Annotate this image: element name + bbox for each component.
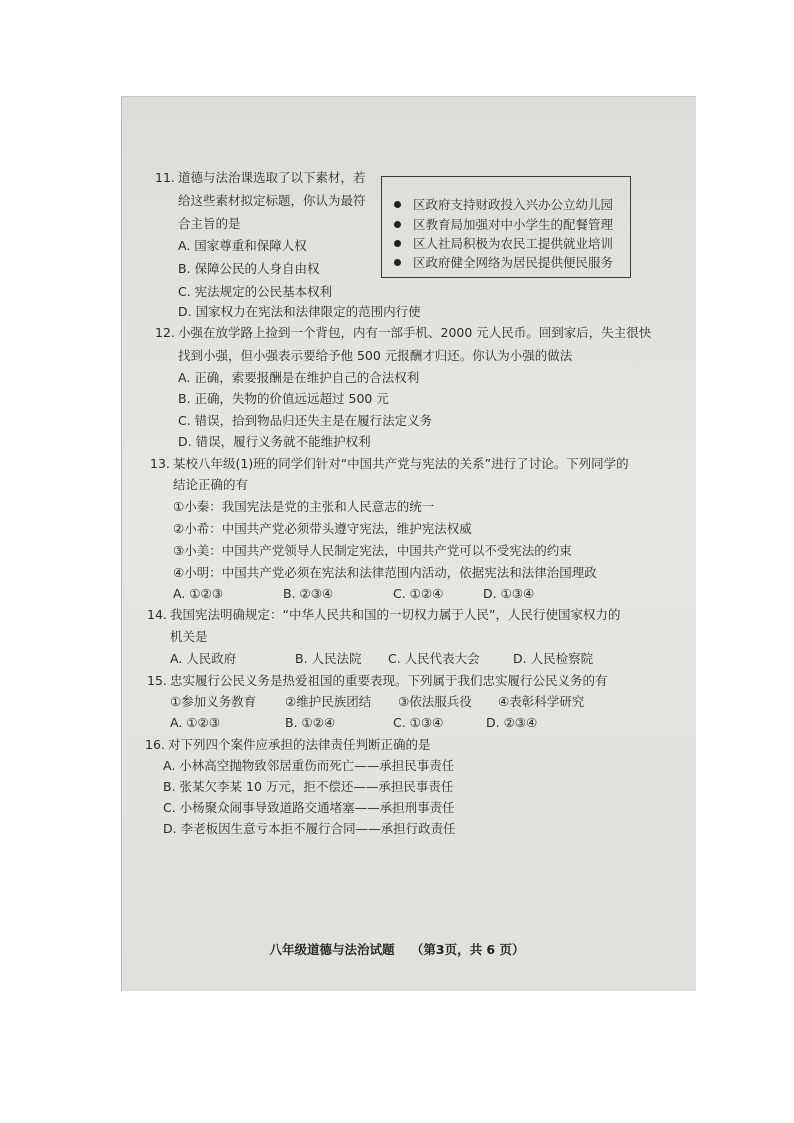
question-13-option-b: B. ②③④ (283, 586, 334, 601)
question-11-stem-line-2: 给这些素材拟定标题，你认为最符 (178, 193, 366, 208)
bullet-icon (394, 201, 401, 208)
question-12-option-b: B. 正确，失物的价值远远超过 500 元 (178, 391, 389, 406)
material-item (394, 217, 613, 233)
question-13-number: 13. (150, 456, 170, 471)
question-15-item-4: ④表彰科学研究 (498, 694, 585, 709)
question-11-option-c: C. 宪法规定的公民基本权利 (178, 284, 333, 299)
bullet-icon (394, 259, 401, 266)
question-15-option-d: D. ②③④ (486, 715, 538, 730)
question-16-option-a: A. 小林高空抛物致邻居重伤而死亡——承担民事责任 (163, 758, 455, 773)
question-15-option-a: A. ①②③ (170, 715, 220, 730)
question-16-number: 16. (145, 737, 165, 752)
question-11-material-box (381, 176, 631, 278)
question-13-option-c: C. ①②④ (393, 586, 444, 601)
question-13-stem-line-1: 某校八年级(1)班的同学们针对“中国共产党与宪法的关系”进行了讨论。下列同学的 (173, 456, 629, 471)
question-13-stem-line-2: 结论正确的有 (173, 477, 249, 492)
material-item (394, 197, 613, 213)
question-12-option-a: A. 正确，索要报酬是在维护自己的合法权利 (178, 370, 420, 385)
question-14-option-c: C. 人民代表大会 (388, 651, 480, 666)
question-16-option-d: D. 李老板因生意亏本拒不履行合同——承担行政责任 (163, 821, 456, 836)
page-number: （第3页，共 6 页） (410, 942, 525, 957)
question-11-stem-line-3: 合主旨的是 (178, 216, 241, 231)
question-12-number: 12. (155, 325, 175, 340)
material-item-text: 区政府支持财政投入兴办公立幼儿园 (413, 197, 614, 212)
question-15-item-2: ②维护民族团结 (285, 694, 372, 709)
question-12-stem-line-2: 找到小强，但小强表示要给予他 500 元报酬才归还。你认为小强的做法 (178, 348, 573, 363)
question-14-option-d: D. 人民检察院 (513, 651, 594, 666)
question-11-number: 11. (155, 170, 175, 185)
question-12-option-d: D. 错误，履行义务就不能维护权利 (178, 434, 371, 449)
question-16-option-b: B. 张某欠李某 10 万元，拒不偿还——承担民事责任 (163, 779, 454, 794)
question-15-item-3: ③依法服兵役 (398, 694, 472, 709)
question-12-option-c: C. 错误，拾到物品归还失主是在履行法定义务 (178, 413, 433, 428)
question-13-statement-1: ①小秦：我国宪法是党的主张和人民意志的统一 (173, 499, 435, 514)
question-14-stem-line-2: 机关是 (170, 629, 208, 644)
question-15-item-1: ①参加义务教育 (170, 694, 257, 709)
material-item (394, 255, 613, 271)
exam-title: 八年级道德与法治试题 (269, 942, 395, 957)
question-13-statement-2: ②小希：中国共产党必须带头遵守宪法，维护宪法权威 (173, 521, 472, 536)
material-item-text: 区政府健全网络为居民提供便民服务 (413, 255, 614, 270)
question-15-number: 15. (147, 673, 167, 688)
question-12-stem-line-1: 小强在放学路上捡到一个背包，内有一部手机、2000 元人民币。回到家后，失主很快 (178, 325, 652, 340)
question-13-option-d: D. ①③④ (483, 586, 535, 601)
question-13-statement-3: ③小美：中国共产党领导人民制定宪法，中国共产党可以不受宪法的约束 (173, 543, 572, 558)
question-15-option-c: C. ①③④ (393, 715, 444, 730)
question-14-option-b: B. 人民法院 (295, 651, 362, 666)
page-footer (0, 940, 794, 958)
material-item-text: 区人社局积极为农民工提供就业培训 (413, 236, 614, 251)
material-item-text: 区教育局加强对中小学生的配餐管理 (413, 217, 614, 232)
question-16-option-c: C. 小杨聚众闹事导致道路交通堵塞——承担刑事责任 (163, 800, 455, 815)
material-item (394, 236, 613, 252)
question-11-stem-line-1: 道德与法治课选取了以下素材，若 (178, 170, 366, 185)
question-14-option-a: A. 人民政府 (170, 651, 237, 666)
bullet-icon (394, 240, 401, 247)
question-15-stem: 忠实履行公民义务是热爱祖国的重要表现。下列属于我们忠实履行公民义务的有 (170, 673, 608, 688)
bullet-icon (394, 221, 401, 228)
question-13-option-a: A. ①②③ (173, 586, 223, 601)
question-11-option-b: B. 保障公民的人身自由权 (178, 261, 320, 276)
question-14-number: 14. (147, 607, 167, 622)
question-15-option-b: B. ①②④ (285, 715, 336, 730)
question-11-option-d: D. 国家权力在宪法和法律限定的范围内行使 (178, 304, 421, 319)
question-14-stem-line-1: 我国宪法明确规定：“中华人民共和国的一切权力属于人民”，人民行使国家权力的 (170, 607, 621, 622)
question-16-stem: 对下列四个案件应承担的法律责任判断正确的是 (168, 737, 431, 752)
question-13-statement-4: ④小明：中国共产党必须在宪法和法律范围内活动，依据宪法和法律治国理政 (173, 565, 597, 580)
question-11-option-a: A. 国家尊重和保障人权 (178, 238, 307, 253)
